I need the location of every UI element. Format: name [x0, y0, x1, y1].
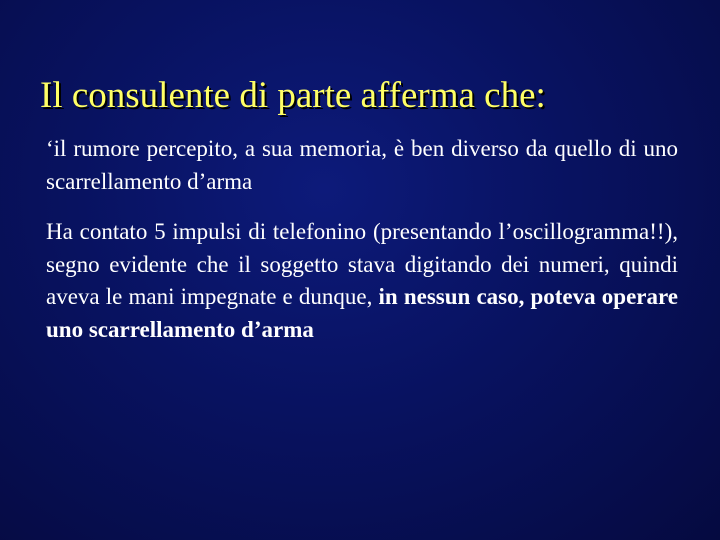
body-paragraph	[46, 216, 678, 346]
body-paragraph-text: Ha contato 5 impulsi di telefonino (presentando l’oscillogramma!!), segno evidente che il soggetto stava digitando dei numeri, quindi aveva le mani impegnate e dunque,	[46, 219, 678, 309]
quote-paragraph: ‘il rumore percepito, a sua memoria, è ben diverso da quello di uno scarrellamento d’arma	[46, 136, 678, 194]
body-paragraph-emphasis: in nessun caso, poteva operare uno scarrellamento d’arma	[46, 284, 678, 342]
slide-title: Il consulente di parte afferma che:	[40, 75, 546, 116]
